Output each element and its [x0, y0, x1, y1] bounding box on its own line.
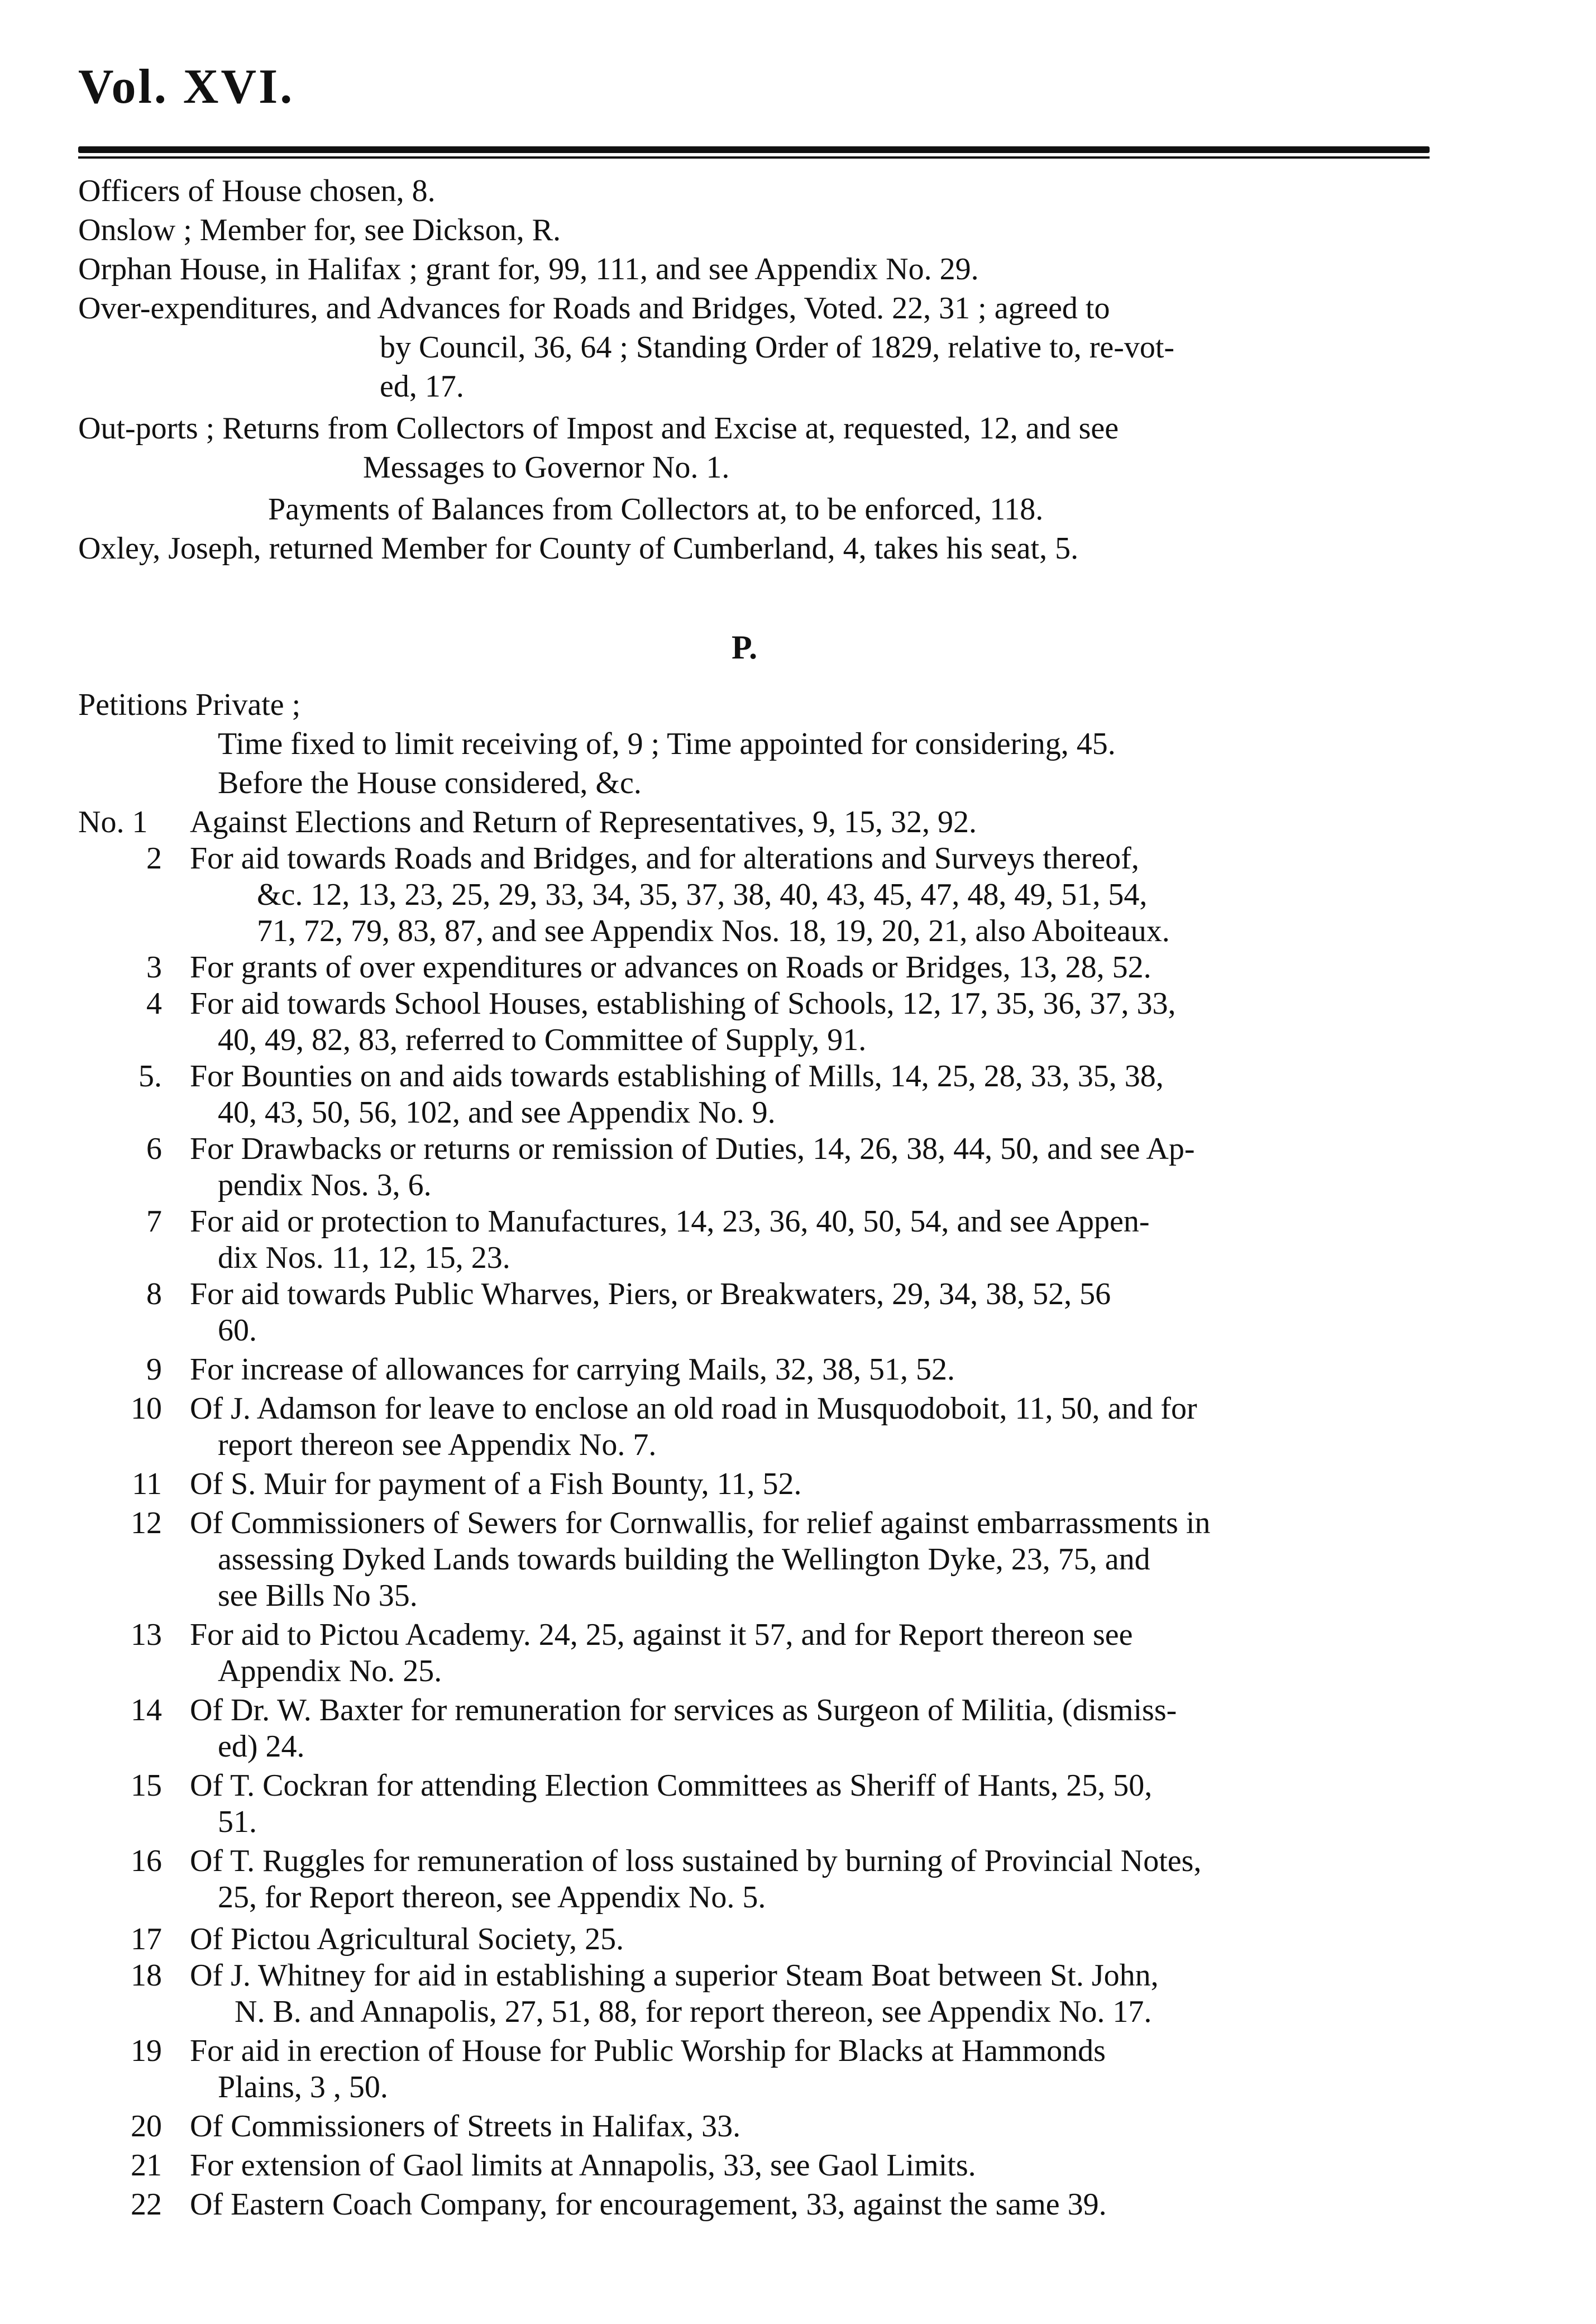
- petition-text: Plains, 3 , 50.: [218, 2070, 388, 2105]
- petition-number: 16: [131, 1844, 162, 1878]
- petition-number: 4: [146, 986, 162, 1021]
- o-entry-out-ports-cont: Messages to Governor No. 1.: [363, 450, 730, 485]
- petition-text: 51.: [218, 1805, 257, 1839]
- petition-text: Of Dr. W. Baxter for remuneration for services as Surgeon of Militia, (dismiss-: [190, 1693, 1177, 1728]
- petition-text: 71, 72, 79, 83, 87, and see Appendix Nos. 18, 19, 20, 21, also Aboiteaux.: [257, 914, 1170, 948]
- petition-number: 2: [146, 841, 162, 876]
- petition-number: 20: [131, 2109, 162, 2144]
- o-entry-onslow: Onslow ; Member for, see Dickson, R.: [78, 213, 561, 247]
- petition-text: see Bills No 35.: [218, 1578, 418, 1613]
- o-entry-over-expenditures-cont1: by Council, 36, 64 ; Standing Order of 1829, relative to, re-vot-: [380, 330, 1175, 365]
- petition-number: 22: [131, 2187, 162, 2222]
- header-rule: [78, 146, 1430, 153]
- petition-number: 14: [131, 1693, 162, 1728]
- petition-text: Of S. Muir for payment of a Fish Bounty, 11, 52.: [190, 1467, 802, 1501]
- petition-text: dix Nos. 11, 12, 15, 23.: [218, 1240, 510, 1275]
- o-entry-officers: Officers of House chosen, 8.: [78, 174, 436, 208]
- petition-text: &c. 12, 13, 23, 25, 29, 33, 34, 35, 37, 38, 40, 43, 45, 47, 48, 49, 51, 54,: [257, 877, 1148, 912]
- petition-number: 8: [146, 1277, 162, 1311]
- petition-number: 11: [132, 1467, 162, 1501]
- petition-number: 21: [131, 2148, 162, 2183]
- petition-text: Of Pictou Agricultural Society, 25.: [190, 1922, 624, 1956]
- petition-text: For Drawbacks or returns or remission of Duties, 14, 26, 38, 44, 50, and see Ap-: [190, 1132, 1195, 1166]
- petition-text: N. B. and Annapolis, 27, 51, 88, for report thereon, see Appendix No. 17.: [235, 1994, 1152, 2029]
- petition-text: For aid or protection to Manufactures, 14, 23, 36, 40, 50, 54, and see Appen-: [190, 1204, 1150, 1239]
- petition-text: ed) 24.: [218, 1729, 305, 1764]
- petition-number: 18: [131, 1958, 162, 1993]
- petition-text: Of J. Whitney for aid in establishing a superior Steam Boat between St. John,: [190, 1958, 1159, 1993]
- petition-number: 10: [131, 1391, 162, 1426]
- o-entry-over-expenditures: Over-expenditures, and Advances for Roads and Bridges, Voted. 22, 31 ; agreed to: [78, 291, 1110, 326]
- petition-text: Of Eastern Coach Company, for encouragement, 33, against the same 39.: [190, 2187, 1107, 2222]
- petitions-intro-line: Time fixed to limit receiving of, 9 ; Time appointed for considering, 45.: [218, 727, 1116, 761]
- petition-number: 12: [131, 1506, 162, 1540]
- petition-number: 7: [146, 1204, 162, 1239]
- petition-text: For aid towards Roads and Bridges, and for alterations and Surveys thereof,: [190, 841, 1139, 876]
- petition-number: 9: [146, 1352, 162, 1387]
- section-letter-p: P.: [732, 629, 758, 666]
- petition-number: 6: [146, 1132, 162, 1166]
- petition-number: 5.: [138, 1059, 162, 1094]
- o-entry-orphan-house: Orphan House, in Halifax ; grant for, 99, 111, and see Appendix No. 29.: [78, 252, 979, 287]
- o-entry-oxley: Oxley, Joseph, returned Member for County of Cumberland, 4, takes his seat, 5.: [78, 531, 1079, 566]
- petition-number: 17: [131, 1922, 162, 1956]
- petition-text: For aid towards Public Wharves, Piers, or Breakwaters, 29, 34, 38, 52, 56: [190, 1277, 1111, 1311]
- petition-text: 40, 49, 82, 83, referred to Committee of Supply, 91.: [218, 1023, 867, 1057]
- petition-number: 13: [131, 1617, 162, 1652]
- petition-text: For aid towards School Houses, establishing of Schools, 12, 17, 35, 36, 37, 33,: [190, 986, 1176, 1021]
- petition-text: 60.: [218, 1313, 257, 1348]
- petition-text: Against Elections and Return of Representatives, 9, 15, 32, 92.: [190, 805, 977, 839]
- petition-text: For Bounties on and aids towards establishing of Mills, 14, 25, 28, 33, 35, 38,: [190, 1059, 1164, 1094]
- petition-text: For increase of allowances for carrying Mails, 32, 38, 51, 52.: [190, 1352, 955, 1387]
- petition-text: For aid in erection of House for Public Worship for Blacks at Hammonds: [190, 2034, 1106, 2068]
- petition-text: assessing Dyked Lands towards building the Wellington Dyke, 23, 75, and: [218, 1542, 1150, 1577]
- petition-number: 3: [146, 950, 162, 985]
- o-entry-over-expenditures-cont2: ed, 17.: [380, 369, 464, 404]
- petition-text: 25, for Report thereon, see Appendix No. 5.: [218, 1880, 766, 1915]
- o-entry-out-ports: Out-ports ; Returns from Collectors of Impost and Excise at, requested, 12, and see: [78, 411, 1119, 446]
- petition-text: Of T. Ruggles for remuneration of loss sustained by burning of Provincial Notes,: [190, 1844, 1202, 1878]
- petition-text: Of Commissioners of Sewers for Cornwallis, for relief against embarrassments in: [190, 1506, 1211, 1540]
- petitions-heading: Petitions Private ;: [78, 688, 301, 722]
- petition-number: No. 1: [78, 805, 148, 839]
- o-entry-payments: Payments of Balances from Collectors at, to be enforced, 118.: [268, 492, 1044, 527]
- petition-text: pendix Nos. 3, 6.: [218, 1168, 432, 1202]
- petition-text: Of J. Adamson for leave to enclose an old road in Musquodoboit, 11, 50, and for: [190, 1391, 1197, 1426]
- petition-text: For aid to Pictou Academy. 24, 25, against it 57, and for Report thereon see: [190, 1617, 1133, 1652]
- header-rule-thin: [78, 156, 1430, 159]
- petition-text: Of T. Cockran for attending Election Committees as Sheriff of Hants, 25, 50,: [190, 1768, 1153, 1803]
- petition-text: Appendix No. 25.: [218, 1654, 442, 1688]
- petition-text: report thereon see Appendix No. 7.: [218, 1428, 657, 1462]
- petition-number: 15: [131, 1768, 162, 1803]
- petition-text: For extension of Gaol limits at Annapolis, 33, see Gaol Limits.: [190, 2148, 976, 2183]
- petition-text: Of Commissioners of Streets in Halifax, 33.: [190, 2109, 741, 2144]
- petition-text: 40, 43, 50, 56, 102, and see Appendix No. 9.: [218, 1095, 776, 1130]
- petitions-intro-line: Before the House considered, &c.: [218, 766, 642, 800]
- petition-number: 19: [131, 2034, 162, 2068]
- petition-text: For grants of over expenditures or advances on Roads or Bridges, 13, 28, 52.: [190, 950, 1151, 985]
- volume-heading: Vol. XVI.: [78, 60, 295, 114]
